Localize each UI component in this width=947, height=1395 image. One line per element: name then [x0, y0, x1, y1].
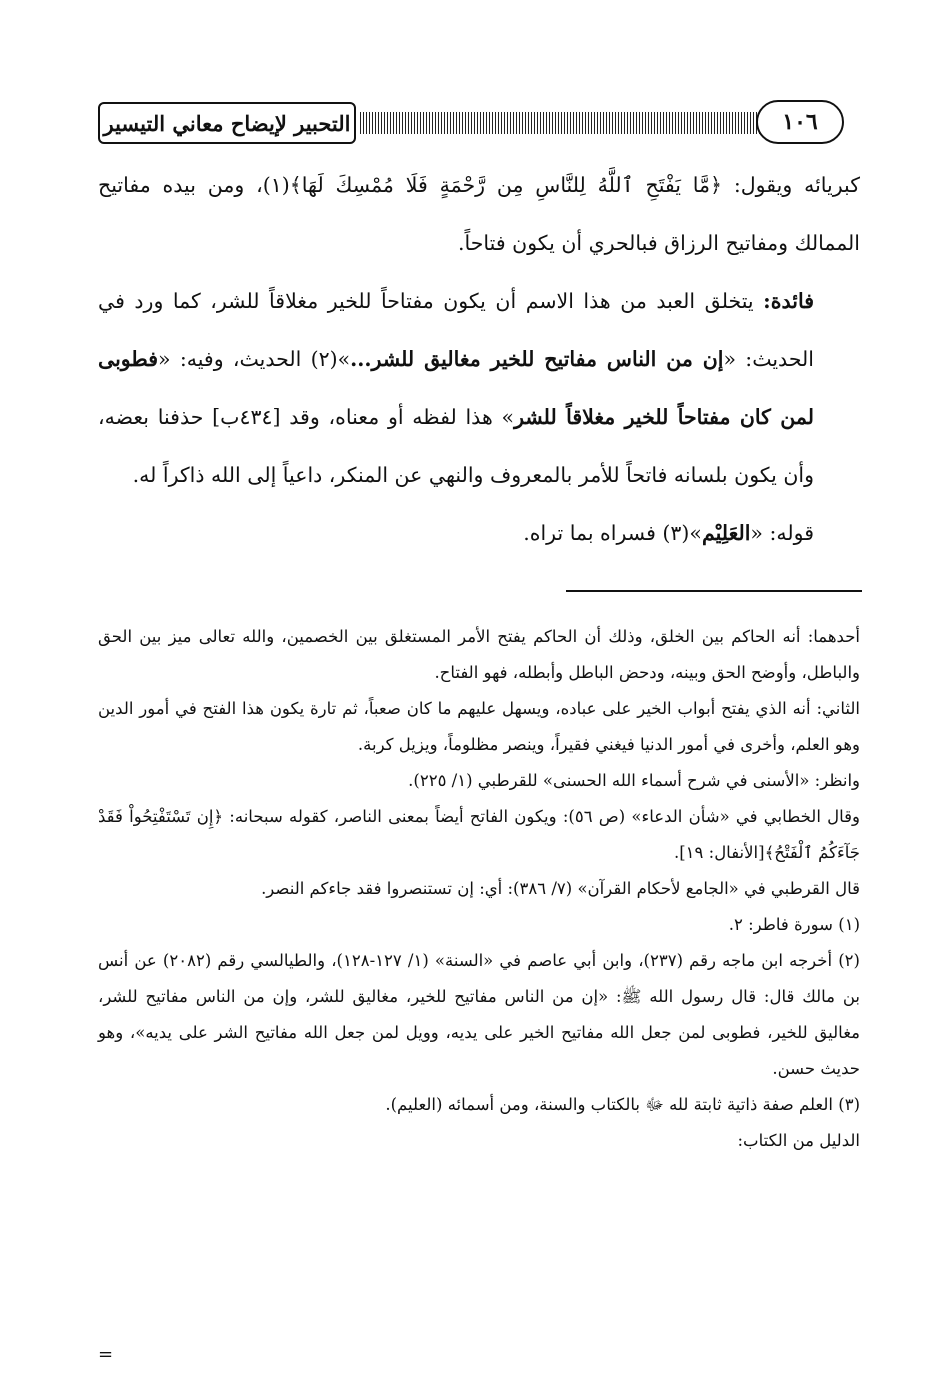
main-text — [98, 156, 860, 562]
paragraph-3-text-c: »(٣) فسراه بما تراه. — [523, 521, 702, 545]
footnote-line: قال القرطبي في «الجامع لأحكام القرآن» (٧/ ٣٨٦): أي: إن تستنصروا فقد جاءكم النصر. — [261, 879, 860, 898]
header-hatch-rule — [360, 112, 768, 134]
footnote-line: وانظر: «الأسنى في شرح أسماء الله الحسنى» للقرطبي (١/ ٢٢٥). — [408, 771, 860, 790]
footnote-line: الثاني: أنه الذي يفتح أبواب الخير على عباده، ويسهل عليهم ما كان صعباً، ثم تارة يكون هذا الفتح في أمور الدين وهو العلم، وأخرى في أمور الدنيا فيغني فقيراً، وينصر مظلوماً، ويزيل كربة. — [98, 699, 860, 754]
running-header — [98, 98, 858, 148]
paragraph-2-text-e: » هذا لفظه أو معناه، وقد [٤٣٤ب] حذفنا بعضه، وأن يكون بلسانه فاتحاً للأمر بالمعروف والنهي عن المنكر، داعياً إلى الله ذاكراً له. — [98, 405, 814, 487]
page-number: ١٠٦ — [756, 100, 844, 144]
footnote-line: أحدهما: أنه الحاكم بين الخلق، وذلك أن الحاكم يفتح الأمر المستغلق بين الخصمين، والله تعالى ميز بين الحق والباطل، وأوضح الحق وبينه، ودحض الباطل وأبطله، فهو الفتاح. — [98, 627, 860, 682]
footnotes — [98, 619, 860, 1159]
paragraph-2-text-c: »(٢) الحديث، وفيه: « — [158, 347, 351, 371]
divine-name: العَلِيْم — [701, 521, 751, 545]
paragraph-2-label: فائدة: — [763, 289, 814, 313]
footnote-line: الدليل من الكتاب: — [737, 1131, 860, 1150]
paragraph-2-text-a: يتخلق العبد من هذا الاسم أن يكون مفتاحاً للخير مغلاقاً للشر، كما ورد في الحديث: « — [98, 289, 814, 371]
footnote-line: وقال الخطابي في «شأن الدعاء» (ص ٥٦): ويكون الفاتح أيضاً بمعنى الناصر، كقوله سبحانه: ﴿إِن تَسْتَفْتِحُواْ فَقَدْ جَآءَكُمُ ٱلْفَتْحُ﴾[الأنفال: ١٩]. — [98, 807, 860, 862]
book-title: التحبير لإيضاح معاني التيسير — [98, 102, 356, 144]
footnote-3: (٣) العلم صفة ذاتية ثابتة لله ﷻ بالكتاب والسنة، ومن أسمائه (العليم). — [385, 1095, 860, 1114]
footnote-1: (١) سورة فاطر: ٢. — [728, 915, 860, 934]
footnote-separator — [566, 590, 862, 592]
hadith-quote-1: إن من الناس مفاتيح للخير مغاليق للشر... — [350, 347, 724, 371]
hadith-quote-2: فطوبى لمن كان مفتاحاً للخير مغلاقاً للشر — [98, 347, 814, 429]
paragraph-3 — [98, 504, 860, 562]
footnote-2: (٢) أخرجه ابن ماجه رقم (٢٣٧)، وابن أبي عاصم في «السنة» (١/ ١٢٧-١٢٨)، والطيالسي رقم (٢٠٨٢) عن أنس بن مالك قال: قال رسول الله ﷺ: «إن من الناس مفاتيح للخير، مغاليق للشر، وإن من الناس مفاتيح للشر، مغاليق للخير، فطوبى لمن جعل الله مفاتيح الخير على يديه، وويل لمن جعل الله مفاتيح الشر على يديه»، وهو حديث حسن. — [98, 951, 860, 1078]
paragraph-2 — [98, 272, 860, 504]
page-marker: = — [98, 1344, 114, 1365]
paragraph-1: كبريائه ويقول: ﴿مَّا يَفْتَحِ ٱللَّهُ لِلنَّاسِ مِن رَّحْمَةٍ فَلَا مُمْسِكَ لَهَا﴾(١)، ومن بيده مفاتيح الممالك ومفاتيح الرزاق فبالحري أن يكون فتاحاً. — [98, 173, 860, 255]
paragraph-3-text-a: قوله: « — [750, 521, 814, 545]
